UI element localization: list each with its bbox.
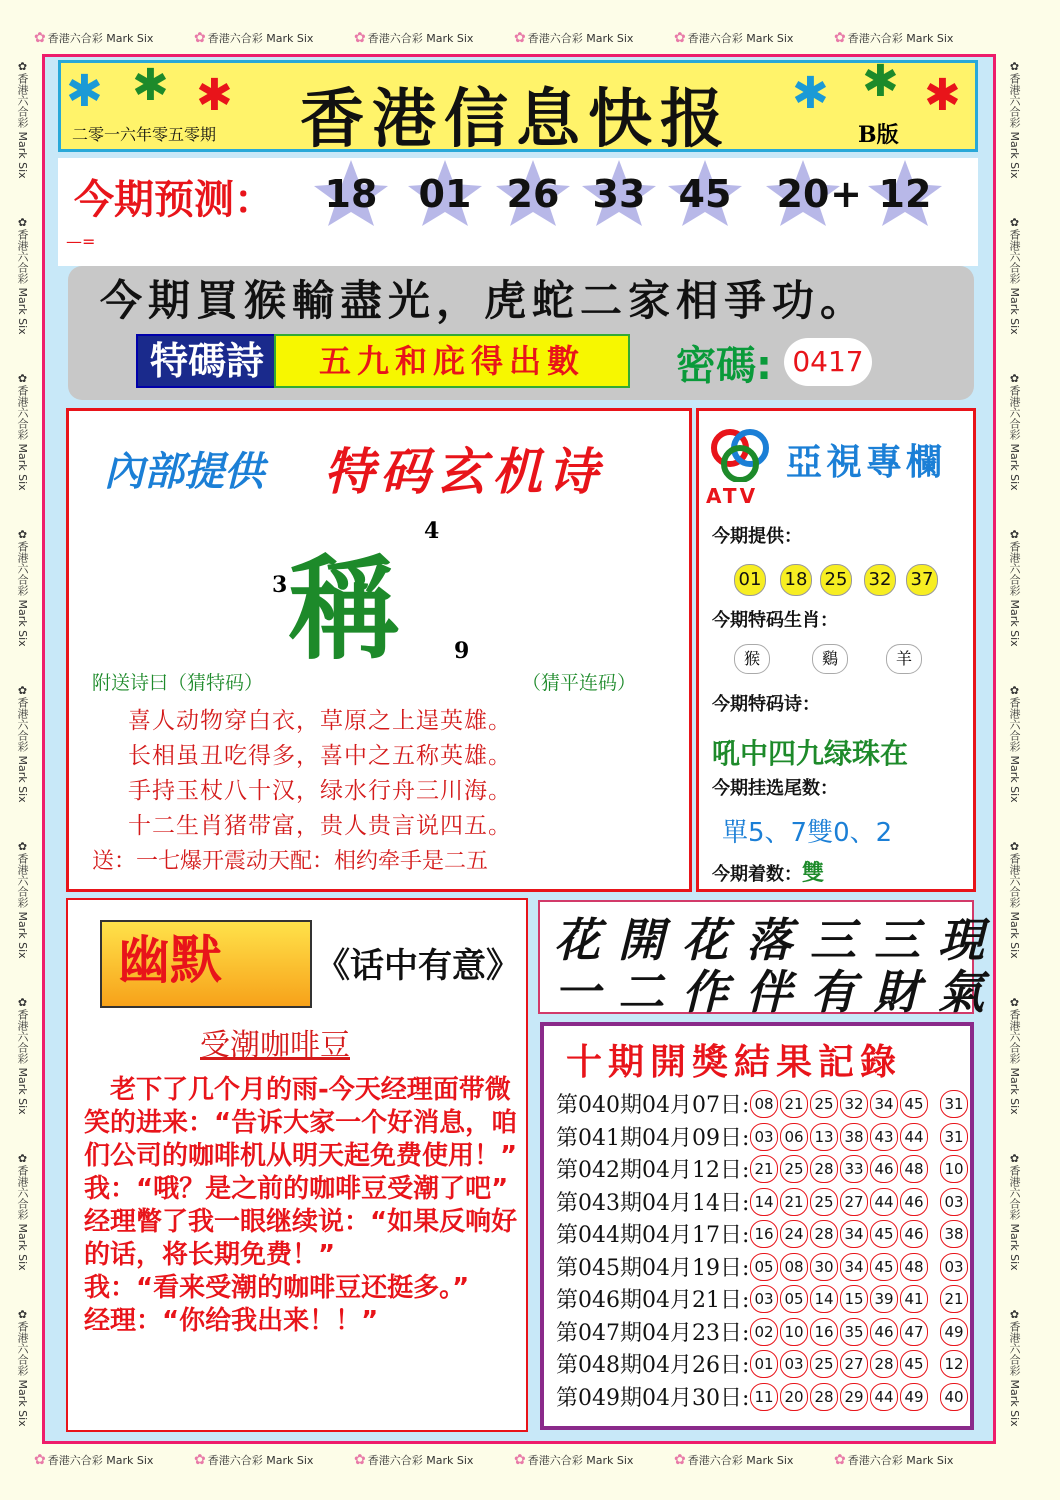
watermark-item <box>14 996 30 1115</box>
result-special-number: 03 <box>940 1253 968 1281</box>
result-number: 10 <box>780 1318 808 1346</box>
flower-icon: ✿ <box>354 30 366 46</box>
result-number: 45 <box>900 1350 928 1378</box>
watermark-item <box>1006 216 1022 335</box>
atv-title: 亞視專欄 <box>786 442 947 483</box>
result-number: 21 <box>750 1155 778 1183</box>
result-number: 14 <box>750 1188 778 1216</box>
watermark-item <box>1006 372 1022 491</box>
result-number: 20 <box>780 1383 808 1411</box>
result-number: 06 <box>780 1123 808 1151</box>
flower-icon: ✿ <box>1008 996 1021 1009</box>
flower-icon: ✿ <box>194 30 206 46</box>
attach-right-label: （猜平连码） <box>522 672 637 694</box>
secret-code-value: 0417 <box>784 338 872 386</box>
result-number: 28 <box>870 1350 898 1378</box>
result-number: 21 <box>780 1188 808 1216</box>
result-special-number: 10 <box>940 1155 968 1183</box>
asterisk-icon: ✱ <box>132 60 169 111</box>
tail-label: 今期挂选尾数： <box>712 778 838 799</box>
secret-code-label: 密碼: <box>676 343 772 389</box>
result-special-number: 03 <box>940 1188 968 1216</box>
result-number: 48 <box>900 1253 928 1281</box>
prediction-number: 33 <box>592 172 646 216</box>
watermark-text: 香港六合彩 Mark Six <box>527 32 634 45</box>
watermark-text: 香港六合彩 Mark Six <box>1008 1165 1021 1271</box>
result-number: 45 <box>870 1220 898 1248</box>
watermark-text: 香港六合彩 Mark Six <box>207 1454 314 1467</box>
result-number: 38 <box>840 1123 868 1151</box>
result-number: 49 <box>900 1383 928 1411</box>
watermark-item <box>14 840 30 959</box>
result-number: 44 <box>870 1188 898 1216</box>
result-number: 35 <box>840 1318 868 1346</box>
watermark-text: 香港六合彩 Mark Six <box>367 1454 474 1467</box>
poem-line: 喜人动物穿白衣，草原之上逞英雄。 <box>128 708 512 734</box>
watermark-text: 香港六合彩 Mark Six <box>1008 1009 1021 1115</box>
result-date: 第046期04月21日: <box>556 1288 750 1313</box>
watermark-text: 香港六合彩 Mark Six <box>16 697 29 803</box>
result-number: 43 <box>870 1123 898 1151</box>
watermark-item <box>14 528 30 647</box>
atv-logo-icon <box>708 426 774 482</box>
flower-icon: ✿ <box>16 684 29 697</box>
result-number: 05 <box>750 1253 778 1281</box>
issue-period: 二零一六年零五零期 <box>72 125 217 144</box>
watermark-text: 香港六合彩 Mark Six <box>207 32 314 45</box>
watermark-item <box>834 1452 953 1468</box>
verse-text: 今期買猴輸盡光，虎蛇二家相爭功。 <box>100 276 869 325</box>
riddle-character: 稱 <box>288 544 400 675</box>
atv-poem: 吼中四九绿珠在 <box>712 737 909 770</box>
humor-subtitle: 《话中有意》 <box>316 946 520 986</box>
watermark-item <box>1006 996 1022 1115</box>
watermark-item <box>514 30 633 46</box>
plus-sign: + <box>830 172 862 216</box>
watermark-item <box>674 1452 793 1468</box>
watermark-text: 香港六合彩 Mark Six <box>1008 385 1021 491</box>
flower-icon: ✿ <box>1008 60 1021 73</box>
result-number: 46 <box>900 1188 928 1216</box>
flower-icon: ✿ <box>674 30 686 46</box>
result-number: 14 <box>810 1285 838 1313</box>
result-number: 25 <box>810 1090 838 1118</box>
result-number: 33 <box>840 1155 868 1183</box>
watermark-item <box>34 1452 153 1468</box>
prediction-number: 01 <box>418 172 472 216</box>
result-number: 46 <box>870 1155 898 1183</box>
result-number: 11 <box>750 1383 778 1411</box>
result-date: 第049期04月30日: <box>556 1385 750 1411</box>
zodiac-badge: 鷄 <box>812 644 848 674</box>
humor-badge-text: 幽默 <box>118 931 223 991</box>
flower-icon: ✿ <box>34 30 46 46</box>
watermark-text: 香港六合彩 Mark Six <box>527 1454 634 1467</box>
result-number: 44 <box>870 1383 898 1411</box>
flower-icon: ✿ <box>16 996 29 1009</box>
result-number: 16 <box>750 1220 778 1248</box>
result-number: 08 <box>750 1090 778 1118</box>
special-poem-value: 五九和庇得出數 <box>274 334 630 388</box>
result-number: 27 <box>840 1188 868 1216</box>
result-number: 03 <box>750 1123 778 1151</box>
result-number: 25 <box>780 1155 808 1183</box>
watermark-item <box>14 60 30 179</box>
internal-label: 內部提供 <box>104 449 264 495</box>
result-number: 47 <box>900 1318 928 1346</box>
asterisk-icon: ✱ <box>924 70 961 121</box>
zodiac-label: 今期特码生肖： <box>712 610 838 631</box>
result-number: 48 <box>900 1155 928 1183</box>
watermark-item <box>1006 528 1022 647</box>
watermark-text: 香港六合彩 Mark Six <box>367 32 474 45</box>
result-date: 第048期04月26日: <box>556 1353 750 1378</box>
result-special-number: 40 <box>940 1383 968 1411</box>
result-number: 34 <box>870 1090 898 1118</box>
flower-icon: ✿ <box>16 840 29 853</box>
watermark-text: 香港六合彩 Mark Six <box>1008 229 1021 335</box>
watermark-item <box>14 684 30 803</box>
watermark-item <box>1006 840 1022 959</box>
result-number: 34 <box>840 1220 868 1248</box>
watermark-text: 香港六合彩 Mark Six <box>16 73 29 179</box>
result-number: 25 <box>810 1188 838 1216</box>
flower-icon: ✿ <box>1008 840 1021 853</box>
watermark-text: 香港六合彩 Mark Six <box>16 1321 29 1427</box>
flower-icon: ✿ <box>1008 684 1021 697</box>
zodiac-badge: 羊 <box>886 644 922 674</box>
result-number: 45 <box>870 1253 898 1281</box>
result-number: 25 <box>810 1350 838 1378</box>
result-number: 45 <box>900 1090 928 1118</box>
result-special-number: 49 <box>940 1318 968 1346</box>
asterisk-icon: ✱ <box>792 68 829 119</box>
watermark-text: 香港六合彩 Mark Six <box>47 32 154 45</box>
story-paragraph: 我：“哦？是之前的咖啡豆受潮了吧” <box>84 1174 509 1204</box>
poem-line: 手持玉杖八十汉，绿水行舟三川海。 <box>128 778 512 804</box>
result-number: 28 <box>810 1383 838 1411</box>
result-number: 30 <box>810 1253 838 1281</box>
watermark-text: 香港六合彩 Mark Six <box>47 1454 154 1467</box>
watermark-text: 香港六合彩 Mark Six <box>687 1454 794 1467</box>
result-number: 32 <box>840 1090 868 1118</box>
watermark-text: 香港六合彩 Mark Six <box>1008 697 1021 803</box>
watermark-text: 香港六合彩 Mark Six <box>847 32 954 45</box>
riddle-number: 9 <box>454 638 470 664</box>
watermark-item <box>14 1152 30 1271</box>
prediction-label: 今期预测： <box>74 177 274 223</box>
result-number: 41 <box>900 1285 928 1313</box>
asterisk-icon: ✱ <box>196 70 233 121</box>
result-number: 15 <box>840 1285 868 1313</box>
atv-poem-label: 今期特码诗： <box>712 694 820 715</box>
atv-logo-text: ATV <box>706 484 759 508</box>
watermark-item <box>674 30 793 46</box>
result-number: 21 <box>780 1090 808 1118</box>
watermark-item <box>834 30 953 46</box>
result-number: 27 <box>840 1350 868 1378</box>
watermark-item <box>14 1308 30 1427</box>
riddle-number: 4 <box>424 518 440 544</box>
edition-label: B版 <box>858 122 899 148</box>
result-date: 第044期04月17日: <box>556 1223 750 1248</box>
flower-icon: ✿ <box>16 372 29 385</box>
result-date: 第043期04月14日: <box>556 1190 750 1216</box>
result-special-number: 31 <box>940 1090 968 1118</box>
flower-icon: ✿ <box>1008 372 1021 385</box>
parity-value: 雙 <box>802 861 825 886</box>
prediction-dash: —= <box>66 232 96 251</box>
asterisk-icon: ✱ <box>862 56 899 107</box>
prediction-number: 18 <box>324 172 378 216</box>
result-number: 01 <box>750 1350 778 1378</box>
result-number: 28 <box>810 1220 838 1248</box>
number-ball: 37 <box>906 564 938 596</box>
result-number: 03 <box>750 1285 778 1313</box>
result-number: 46 <box>900 1220 928 1248</box>
flower-icon: ✿ <box>194 1452 206 1468</box>
poem-panel-title: 特码玄机诗 <box>324 443 604 501</box>
watermark-item <box>14 372 30 491</box>
story-paragraph: 我：“看来受潮的咖啡豆还挺多。” <box>84 1273 470 1303</box>
result-date: 第041期04月09日: <box>556 1125 750 1151</box>
flower-icon: ✿ <box>514 1452 526 1468</box>
number-ball: 25 <box>820 564 852 596</box>
flower-icon: ✿ <box>354 1452 366 1468</box>
result-date: 第045期04月19日: <box>556 1255 750 1281</box>
watermark-item <box>194 30 313 46</box>
result-number: 16 <box>810 1318 838 1346</box>
watermark-text: 香港六合彩 Mark Six <box>1008 1321 1021 1427</box>
flower-icon: ✿ <box>834 1452 846 1468</box>
prediction-number: 26 <box>506 172 560 216</box>
flower-line: 一二作伴有財氣 <box>554 965 1002 1019</box>
humor-title: 受潮咖啡豆 <box>200 1028 350 1063</box>
result-date: 第040期04月07日: <box>556 1093 750 1118</box>
zodiac-badge: 猴 <box>734 644 770 674</box>
watermark-item <box>354 1452 473 1468</box>
watermark-item <box>34 30 153 46</box>
parity-row <box>712 856 824 887</box>
flower-icon: ✿ <box>16 216 29 229</box>
watermark-text: 香港六合彩 Mark Six <box>687 32 794 45</box>
flower-icon: ✿ <box>16 60 29 73</box>
result-number: 39 <box>870 1285 898 1313</box>
watermark-text: 香港六合彩 Mark Six <box>16 541 29 647</box>
watermark-text: 香港六合彩 Mark Six <box>16 853 29 959</box>
flower-icon: ✿ <box>514 30 526 46</box>
page-title: 香港信息快报 <box>300 82 732 157</box>
watermark-item <box>1006 1308 1022 1427</box>
watermark-item <box>1006 1152 1022 1271</box>
number-ball: 32 <box>864 564 896 596</box>
flower-icon: ✿ <box>16 528 29 541</box>
result-number: 02 <box>750 1318 778 1346</box>
parity-label: 今期着数： <box>712 864 802 885</box>
watermark-text: 香港六合彩 Mark Six <box>1008 73 1021 179</box>
watermark-item <box>1006 60 1022 179</box>
result-number: 13 <box>810 1123 838 1151</box>
story-paragraph: 经理瞥了我一眼继续说：“如果反响好的话，将长期免费！” <box>84 1207 518 1270</box>
tail-value: 單5、7雙0、2 <box>722 818 893 848</box>
result-number: 44 <box>900 1123 928 1151</box>
watermark-text: 香港六合彩 Mark Six <box>1008 853 1021 959</box>
number-ball: 18 <box>780 564 812 596</box>
story-paragraph: 老下了几个月的雨-今天经理面带微笑的进来：“告诉大家一个好消息，咱们公司的咖啡机从明天起免费使用！” <box>84 1075 518 1171</box>
result-special-number: 12 <box>940 1350 968 1378</box>
watermark-item <box>14 216 30 335</box>
result-number: 28 <box>810 1155 838 1183</box>
flower-icon: ✿ <box>834 30 846 46</box>
provide-label: 今期提供： <box>712 526 802 547</box>
poem-line: 十二生肖猪带富，贵人贵言说四五。 <box>128 813 512 839</box>
result-number: 34 <box>840 1253 868 1281</box>
result-date: 第042期04月12日: <box>556 1158 750 1183</box>
watermark-text: 香港六合彩 Mark Six <box>847 1454 954 1467</box>
flower-icon: ✿ <box>674 1452 686 1468</box>
watermark-text: 香港六合彩 Mark Six <box>16 385 29 491</box>
watermark-text: 香港六合彩 Mark Six <box>16 1165 29 1271</box>
result-number: 24 <box>780 1220 808 1248</box>
result-special-number: 38 <box>940 1220 968 1248</box>
watermark-text: 香港六合彩 Mark Six <box>16 1009 29 1115</box>
special-number: 12 <box>878 172 932 216</box>
flower-icon: ✿ <box>1008 528 1021 541</box>
results-title: 十期開獎結果記錄 <box>566 1042 903 1083</box>
result-special-number: 21 <box>940 1285 968 1313</box>
result-date: 第047期04月23日: <box>556 1320 750 1346</box>
result-number: 46 <box>870 1318 898 1346</box>
special-poem-label: 特碼詩 <box>136 334 278 388</box>
result-number: 08 <box>780 1253 808 1281</box>
flower-icon: ✿ <box>1008 1152 1021 1165</box>
number-ball: 01 <box>734 564 766 596</box>
watermark-item <box>514 1452 633 1468</box>
result-special-number: 31 <box>940 1123 968 1151</box>
flower-icon: ✿ <box>16 1152 29 1165</box>
flower-icon: ✿ <box>34 1452 46 1468</box>
watermark-item <box>194 1452 313 1468</box>
gift-line: 送：一七爆开震动天配：相约牵手是二五 <box>92 849 489 874</box>
attach-left-label: 附送诗曰（猜特码） <box>92 672 264 694</box>
flower-icon: ✿ <box>1008 1308 1021 1321</box>
result-number: 03 <box>780 1350 808 1378</box>
story-paragraph: 经理：“你给我出来！！” <box>84 1306 379 1336</box>
poem-line: 长相虽丑吃得多，喜中之五称英雄。 <box>128 743 512 769</box>
watermark-item <box>1006 684 1022 803</box>
flower-line: 花開花落三三現 <box>554 913 1002 967</box>
watermark-item <box>354 30 473 46</box>
flower-icon: ✿ <box>16 1308 29 1321</box>
watermark-text: 香港六合彩 Mark Six <box>16 229 29 335</box>
flower-icon: ✿ <box>1008 216 1021 229</box>
prediction-number: 45 <box>678 172 732 216</box>
prediction-number: 20 <box>776 172 830 216</box>
result-number: 29 <box>840 1383 868 1411</box>
asterisk-icon: ✱ <box>66 66 103 117</box>
riddle-number: 3 <box>272 572 288 598</box>
humor-story <box>84 1074 520 1338</box>
watermark-text: 香港六合彩 Mark Six <box>1008 541 1021 647</box>
result-number: 05 <box>780 1285 808 1313</box>
